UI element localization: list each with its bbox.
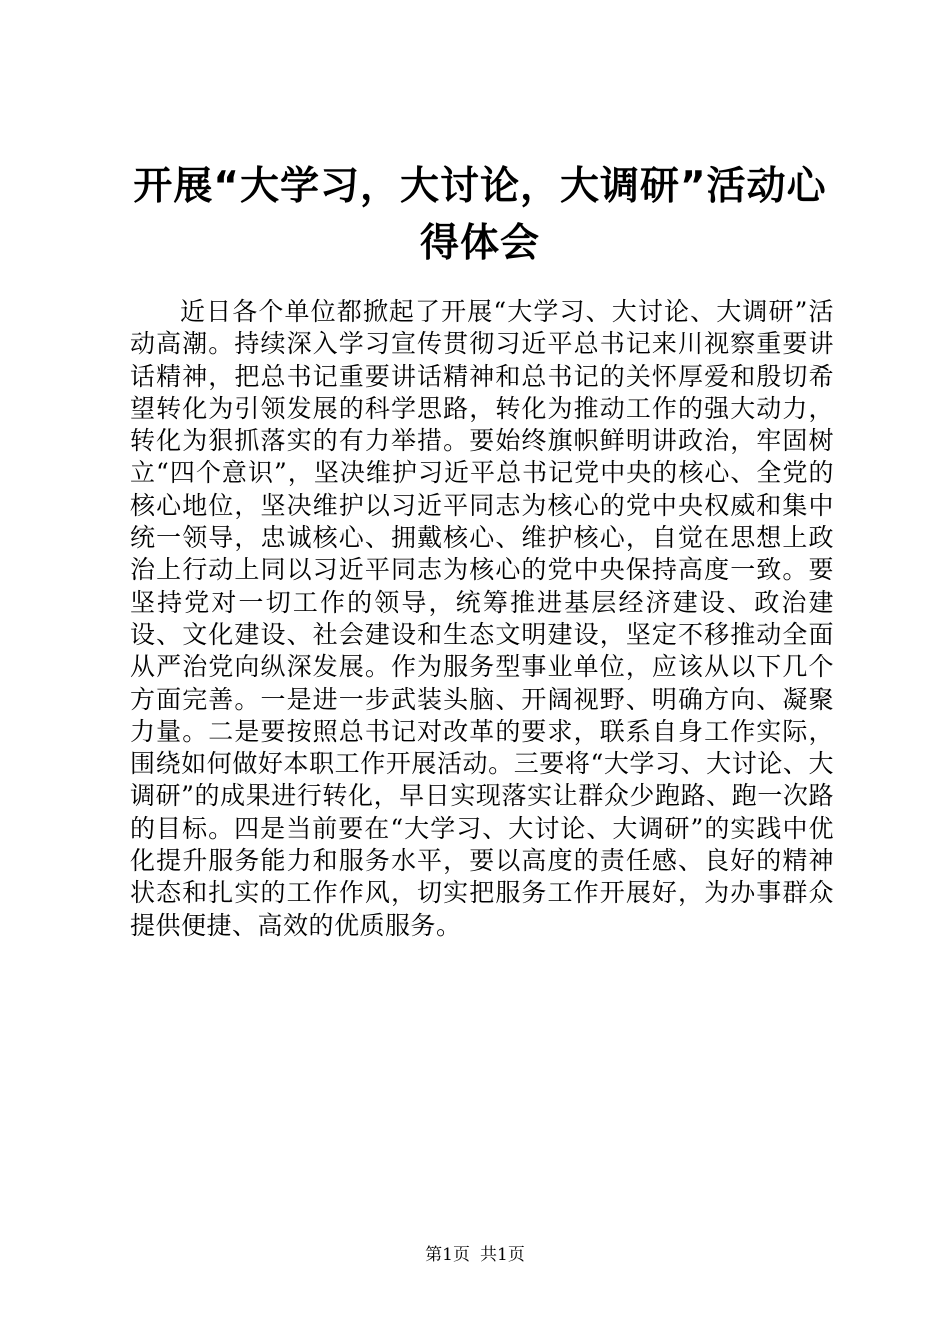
page-total: 共1页 xyxy=(480,1245,525,1265)
document-title: 开展“大学习，大讨论，大调研”活动心得体会 xyxy=(133,164,827,266)
page-footer xyxy=(0,1244,950,1266)
page-number: 第1页 xyxy=(425,1245,470,1265)
body-paragraph: 近日各个单位都掀起了开展“大学习、大讨论、大调研”活动高潮。持续深入学习宣传贯彻习近平总书记来川视察重要讲话精神，把总书记重要讲话精神和总书记的关怀厚爱和殷切希望转化为引领发展的科学思路，转化为推动工作的强大动力，转化为狠抓落实的有力举措。要始终旗帜鲜明讲政治，牢固树立“四个意识”，坚决维护习近平总书记党中央的核心、全党的核心地位，坚决维护以习近平同志为核心的党中央权威和集中统一领导，忠诚核心、拥戴核心、维护核心，自觉在思想上政治上行动上同以习近平同志为核心的党中央保持高度一致。要坚持党对一切工作的领导，统筹推进基层经济建设、政治建设、文化建设、社会建设和生态文明建设，坚定不移推动全面从严治党向纵深发展。作为服务型事业单位，应该从以下几个方面完善。一是进一步武装头脑、开阔视野、明确方向、凝聚力量。二是要按照总书记对改革的要求，联系自身工作实际，围绕如何做好本职工作开展活动。三要将“大学习、大讨论、大调研”的成果进行转化，早日实现落实让群众少跑路、跑一次路的目标。四是当前要在“大学习、大讨论、大调研”的实践中优化提升服务能力和服务水平，要以高度的责任感、良好的精神状态和扎实的工作作风，切实把服务工作开展好，为办事群众提供便捷、高效的优质服务。 xyxy=(130,297,834,940)
